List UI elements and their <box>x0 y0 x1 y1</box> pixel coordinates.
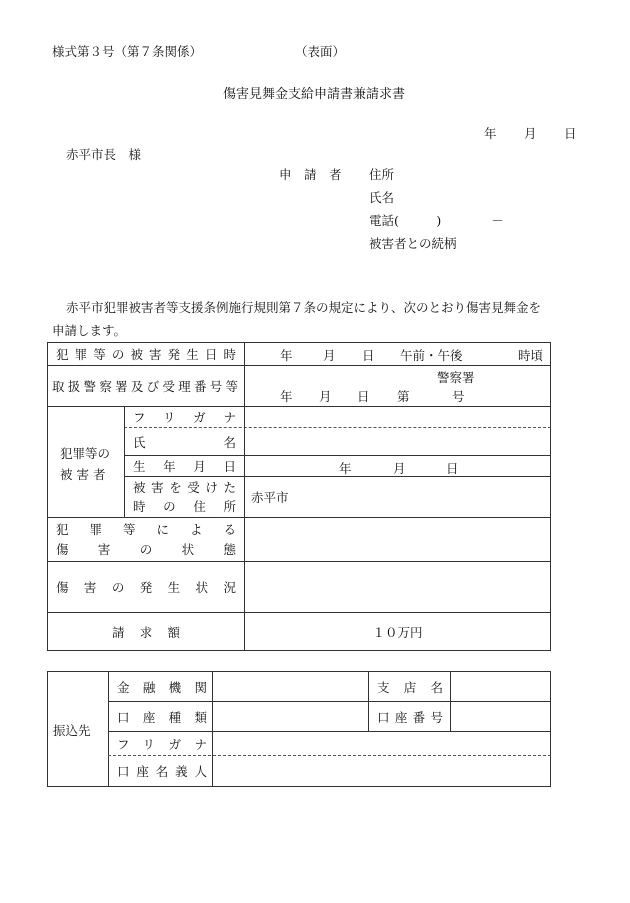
incident-date-label: 犯罪等の被害発生日時 <box>56 347 236 362</box>
bank-account-number-label: 口座番号 <box>377 709 443 725</box>
body-text-line1: 赤平市犯罪被害者等支援条例施行規則第７条の規定により、次のとおり傷害見舞金を <box>66 300 542 315</box>
page-title: 傷害見舞金支給申請書兼請求書 <box>223 87 406 102</box>
bank-furigana-label: フリガナ <box>117 736 207 752</box>
bank-account-type-label: 口座種類 <box>117 709 207 725</box>
incident-month-label: 月 <box>323 348 336 363</box>
injury-circumstance-label: 傷害の発生状況 <box>56 580 236 595</box>
victim-address-label-1: 被害を受けた <box>133 480 236 495</box>
date-month-label: 月 <box>524 126 537 141</box>
applicant-phone-label: 電話( ) － <box>369 213 504 228</box>
incident-time-label: 時頃 <box>518 348 544 363</box>
birth-year-label: 年 <box>339 461 352 476</box>
claim-amount-value: １０万円 <box>372 624 423 640</box>
police-label: 取扱警察署及び受理番号等 <box>52 379 238 394</box>
form-number: 様式第３号（第７条関係） <box>52 44 203 59</box>
victim-group-label-2: 被 害 者 <box>60 467 106 482</box>
claim-amount-label: 請求額 <box>112 624 180 640</box>
incident-year-label: 年 <box>280 348 293 363</box>
birth-day-label: 日 <box>446 461 459 476</box>
date-year-label: 年 <box>484 126 497 141</box>
incident-ampm-label: 午前・午後 <box>400 348 463 363</box>
victim-furigana-label: フリガナ <box>133 410 236 425</box>
victim-address-value: 赤平市 <box>251 490 289 505</box>
addressee: 赤平市長 様 <box>66 147 142 162</box>
police-no-label: 第 <box>397 389 410 404</box>
police-day-label: 日 <box>357 389 370 404</box>
bank-holder-label: 口座名義人 <box>117 764 207 779</box>
police-year-label: 年 <box>280 389 293 404</box>
police-station-label: 警察署 <box>437 370 475 385</box>
birth-month-label: 月 <box>393 461 406 476</box>
injury-state-label-2: 傷害の状態 <box>56 542 236 557</box>
incident-day-label: 日 <box>362 348 375 363</box>
date-day-label: 日 <box>564 126 577 141</box>
applicant-label: 申 請 者 <box>279 167 342 182</box>
victim-birthdate-label: 生年月日 <box>133 459 236 474</box>
victim-name-label: 氏名 <box>133 434 236 450</box>
victim-address-label-2: 時の住所 <box>133 499 236 514</box>
bank-branch-label: 支店名 <box>377 679 443 695</box>
applicant-relation-label: 被害者との続柄 <box>369 236 457 251</box>
bank-institution-label: 金融機関 <box>117 679 207 695</box>
police-go-label: 号 <box>452 389 465 404</box>
injury-state-label-1: 犯罪等による <box>56 522 236 537</box>
bank-group-label: 振込先 <box>53 723 91 738</box>
applicant-address-label: 住所 <box>369 167 395 182</box>
victim-group-label-1: 犯罪等の <box>60 446 111 461</box>
applicant-name-label: 氏名 <box>369 190 395 205</box>
form-side-label: （表面） <box>295 44 346 59</box>
body-text-line2: 申請します。 <box>52 323 127 338</box>
police-month-label: 月 <box>319 389 332 404</box>
